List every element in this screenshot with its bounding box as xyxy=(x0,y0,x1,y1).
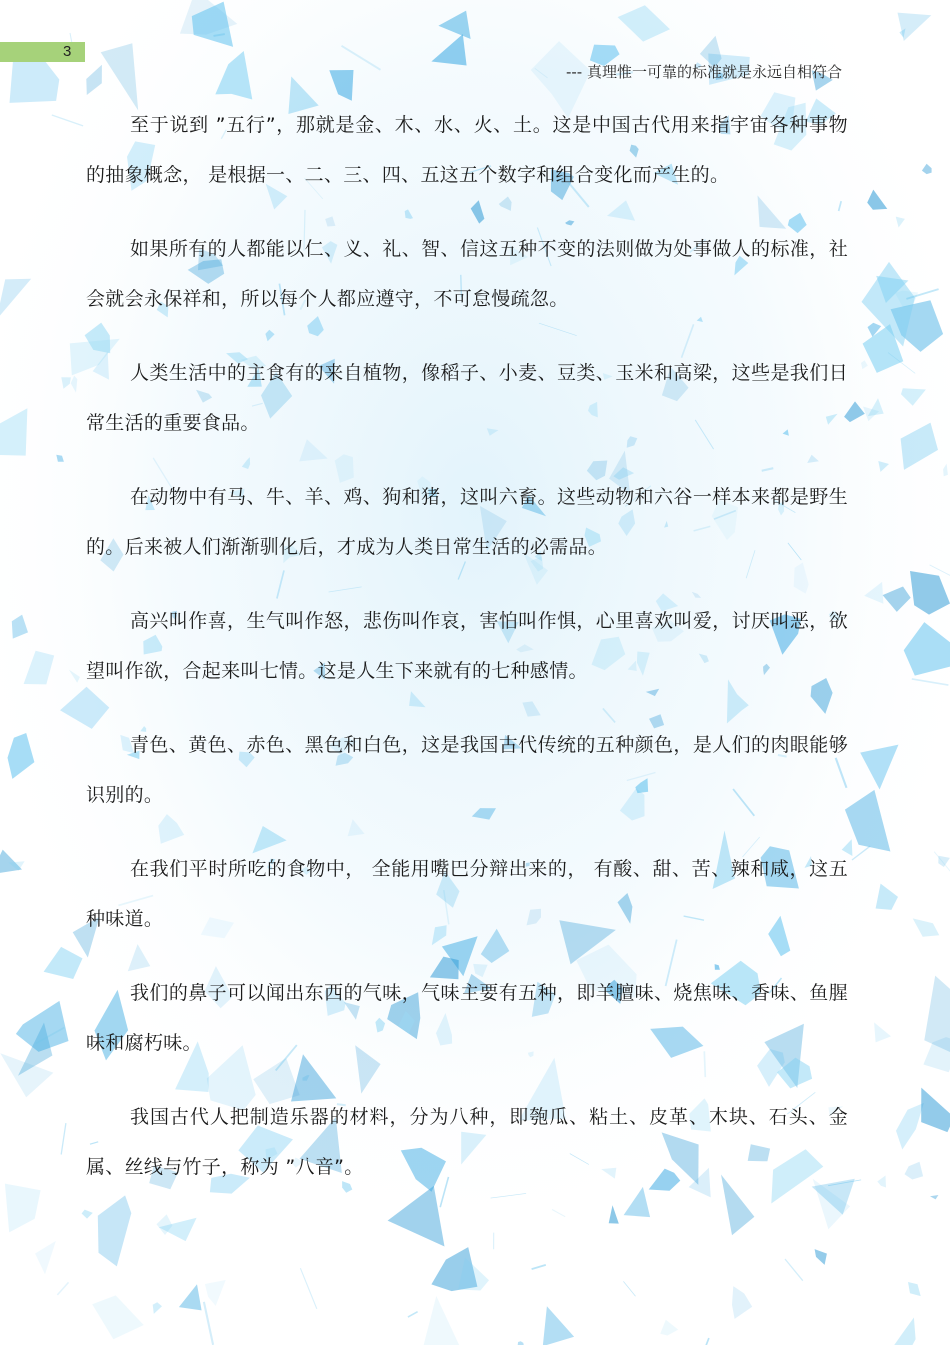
document-body xyxy=(86,100,848,1216)
page-number-tab xyxy=(0,42,85,62)
paragraph: 我国古代人把制造乐器的材料，分为八种，即匏瓜、粘土、皮革、木块、石头、金属、丝线与竹子，称为 ”八音”。 xyxy=(86,1106,848,1178)
paragraph: 至于说到 ”五行”，那就是金、木、水、火、土。这是中国古代用来指宇宙各种事物的抽象概念， 是根据一、二、三、四、五这五个数字和组合变化而产生的。 xyxy=(86,114,848,186)
paragraph: 我们的鼻子可以闻出东西的气味，气味主要有五种，即羊膻味、烧焦味、香味、鱼腥味和腐朽味。 xyxy=(86,982,848,1054)
page-number: 3 xyxy=(63,43,72,60)
paragraph: 高兴叫作喜，生气叫作怒，悲伤叫作哀，害怕叫作惧，心里喜欢叫爱，讨厌叫恶，欲望叫作欲，合起来叫七情。这是人生下来就有的七种感情。 xyxy=(86,610,848,682)
paragraph: 人类生活中的主食有的来自植物，像稻子、小麦、豆类、玉米和高梁，这些是我们日常生活的重要食品。 xyxy=(86,362,848,434)
paragraph: 青色、黄色、赤色、黑色和白色，这是我国古代传统的五种颜色，是人们的肉眼能够识别的。 xyxy=(86,734,848,806)
paragraph: 如果所有的人都能以仁、义、礼、智、信这五种不变的法则做为处事做人的标准，社会就会永保祥和，所以每个人都应遵守，不可怠慢疏忽。 xyxy=(86,238,848,310)
header-quote: --- 真理惟一可靠的标准就是永远自相符合 xyxy=(565,63,842,81)
paragraph: 在我们平时所吃的食物中， 全能用嘴巴分辩出来的， 有酸、甜、苦、辣和咸，这五种味道。 xyxy=(86,858,848,930)
paragraph: 在动物中有马、牛、羊、鸡、狗和猪，这叫六畜。这些动物和六谷一样本来都是野生的。后来被人们渐渐驯化后，才成为人类日常生活的必需品。 xyxy=(86,486,848,558)
